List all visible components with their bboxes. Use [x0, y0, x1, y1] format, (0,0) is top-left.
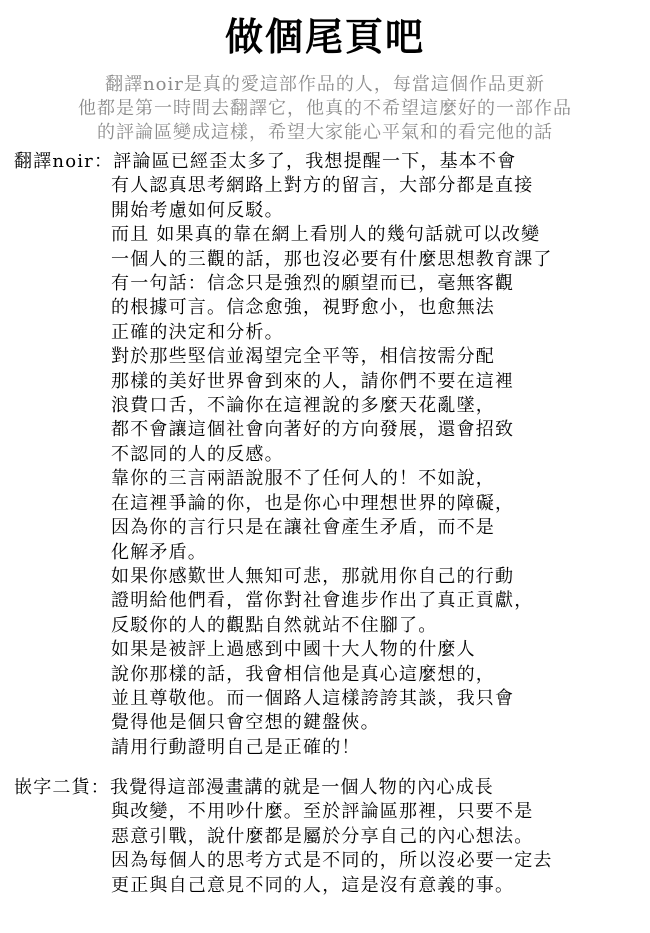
- translator-note-lead: 翻譯noir：評論區已經歪太多了，我想提醒一下，基本不會: [14, 151, 517, 172]
- text-line: 證明給他們看，當你對社會進步作出了真正貢獻，: [111, 590, 534, 612]
- text-line: 正確的決定和分析。: [111, 321, 284, 343]
- text-line: 反駁你的人的觀點自然就站不住腳了。: [111, 614, 438, 636]
- intro-line: 他都是第一時間去翻譯它，他真的不希望這麼好的一部作品: [78, 98, 572, 119]
- text-line: 並且尊敬他。而一個路人這樣誇誇其談，我只會: [111, 687, 515, 709]
- text-line: 在這裡爭論的你，也是你心中理想世界的障礙，: [111, 492, 515, 514]
- text-line: 的根據可言。信念愈強，視野愈小，也愈無法: [111, 297, 495, 319]
- text-line: 靠你的三言兩語說服不了任何人的！不如說，: [111, 468, 495, 490]
- text-line: 說你那樣的話，我會相信他是真心這麼想的，: [111, 663, 495, 685]
- text-line: 因為你的言行只是在讓社會產生矛盾，而不是: [111, 517, 495, 539]
- text-line: 浪費口舌，不論你在這裡說的多麼天花亂墜，: [111, 395, 495, 417]
- text-line: 都不會讓這個社會向著好的方向發展，還會招致: [111, 419, 515, 441]
- intro-line: 翻譯noir是真的愛這部作品的人，每當這個作品更新: [105, 74, 545, 95]
- text-line: 對於那些堅信並渴望完全平等，相信按需分配: [111, 346, 495, 368]
- typesetter-note: [14, 776, 644, 898]
- translator-note-body: [14, 174, 644, 760]
- text-line: 一個人的三觀的話，那也沒必要有什麼思想教育課了: [111, 248, 553, 270]
- page-title: 做個尾頁吧: [224, 15, 425, 59]
- typesetter-note-lead: 嵌字二貨：我覺得這部漫畫講的就是一個人物的內心成長: [14, 777, 494, 798]
- text-line: 惡意引戰，說什麼都是屬於分享自己的內心想法。: [111, 825, 534, 847]
- text-line: 開始考慮如何反駁。: [111, 199, 284, 221]
- text-line: 而且 如果真的靠在網上看別人的幾句話就可以改變: [111, 224, 541, 246]
- text-line: 不認同的人的反感。: [111, 443, 284, 465]
- intro-line: 的評論區變成這樣，希望大家能心平氣和的看完他的話: [97, 122, 553, 143]
- text-line: 化解矛盾。: [111, 541, 207, 563]
- text-line: 有一句話：信念只是強烈的願望而已，毫無客觀: [111, 273, 515, 295]
- text-line: 因為每個人的思考方式是不同的，所以沒必要一定去: [111, 850, 553, 872]
- intro-paragraph: [0, 73, 650, 145]
- text-line: 那樣的美好世界會到來的人，請你們不要在這裡: [111, 370, 515, 392]
- text-line: 如果你感歎世人無知可悲，那就用你自己的行動: [111, 565, 515, 587]
- text-line: 覺得他是個只會空想的鍵盤俠。: [111, 712, 380, 734]
- text-line: 有人認真思考網路上對方的留言，大部分都是直接: [111, 175, 534, 197]
- translator-note: [14, 150, 644, 760]
- text-line: 如果是被評上過感到中國十大人物的什麼人: [111, 639, 476, 661]
- text-line: 請用行動證明自己是正確的！: [111, 736, 361, 758]
- text-line: 更正與自己意見不同的人，這是沒有意義的事。: [111, 874, 515, 896]
- text-line: 與改變，不用吵什麼。至於評論區那裡，只要不是: [111, 801, 534, 823]
- typesetter-note-body: [14, 800, 644, 898]
